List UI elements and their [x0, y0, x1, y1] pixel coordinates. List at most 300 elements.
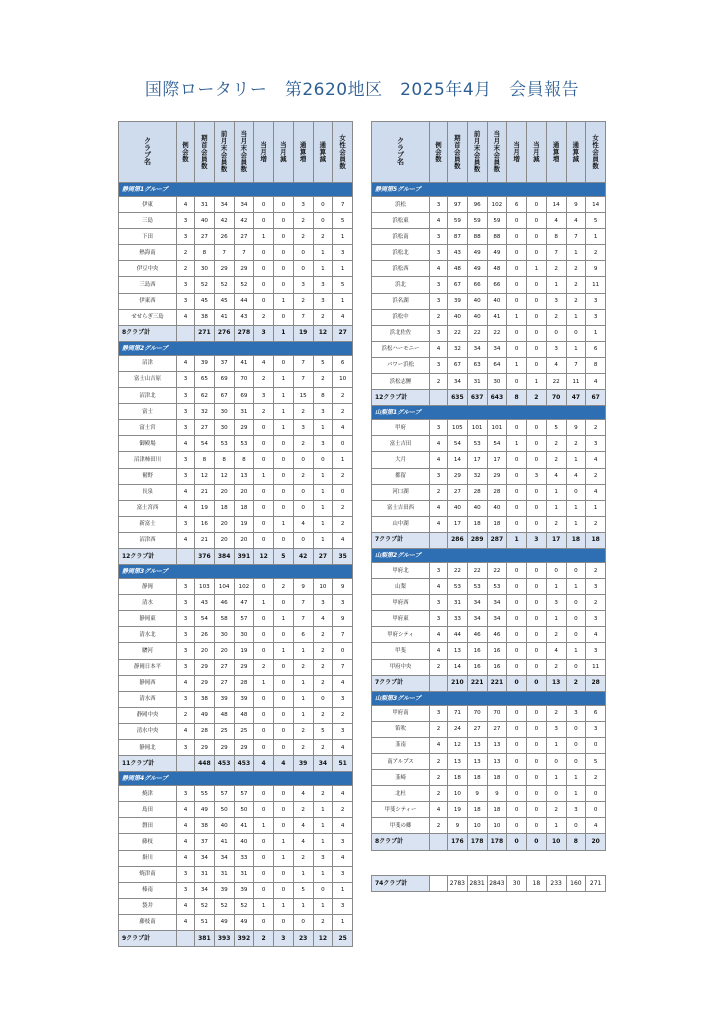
club-value: 52	[214, 898, 234, 914]
club-value: 0	[274, 675, 294, 691]
club-value: 3	[177, 611, 195, 627]
club-name: 三島	[119, 213, 177, 229]
club-value: 20	[214, 643, 234, 659]
club-name: 甲府西	[372, 595, 430, 611]
club-value: 32	[467, 468, 487, 484]
club-value: 0	[527, 595, 547, 611]
club-value: 2	[313, 675, 333, 691]
total-value: 276	[214, 325, 234, 341]
club-value: 2	[177, 261, 195, 277]
club-value: 5	[333, 213, 353, 229]
club-value: 30	[214, 627, 234, 643]
club-value: 1	[293, 898, 313, 914]
club-value: 22	[448, 562, 468, 578]
club-value: 1	[274, 388, 294, 404]
total-value: 42	[293, 548, 313, 564]
club-value: 29	[234, 659, 254, 675]
club-value: 4	[430, 643, 448, 659]
club-value: 27	[487, 721, 507, 737]
club-name: 島田	[119, 802, 177, 818]
club-value: 4	[430, 737, 448, 753]
club-value: 43	[195, 595, 215, 611]
club-name: 山梨	[372, 579, 430, 595]
club-value: 3	[586, 436, 606, 452]
club-value: 1	[274, 834, 294, 850]
club-value: 3	[430, 357, 448, 373]
club-value: 0	[507, 818, 527, 834]
club-value: 0	[507, 562, 527, 578]
club-value: 67	[448, 277, 468, 293]
club-value: 16	[195, 516, 215, 532]
club-value: 0	[566, 611, 586, 627]
club-value: 27	[234, 229, 254, 245]
club-value: 62	[195, 388, 215, 404]
total-value: 643	[487, 390, 507, 406]
club-value: 1	[313, 468, 333, 484]
club-value: 49	[467, 261, 487, 277]
club-value: 41	[214, 309, 234, 325]
club-row	[372, 229, 606, 245]
club-value: 3	[430, 325, 448, 341]
club-value: 1	[546, 611, 566, 627]
club-value: 41	[234, 355, 254, 371]
club-value: 20	[195, 643, 215, 659]
club-value: 45	[214, 293, 234, 309]
total-value: 8	[566, 834, 586, 850]
club-value: 4	[430, 452, 448, 468]
club-name: 浜松中	[372, 309, 430, 325]
total-value: 3	[254, 325, 274, 341]
club-name: 甲府中央	[372, 659, 430, 675]
club-value: 1	[254, 229, 274, 245]
club-value: 0	[527, 579, 547, 595]
club-value: 8	[586, 357, 606, 373]
club-value: 1	[274, 611, 294, 627]
club-value: 1	[527, 261, 547, 277]
grand-total-value: 271	[586, 876, 606, 892]
club-name: 浜松南	[372, 229, 430, 245]
club-row	[372, 213, 606, 229]
club-value: 101	[487, 420, 507, 436]
total-value: 384	[214, 548, 234, 564]
club-value: 49	[195, 802, 215, 818]
total-value: 28	[586, 675, 606, 691]
club-value: 1	[274, 404, 294, 420]
club-value: 1	[546, 277, 566, 293]
club-value: 4	[430, 500, 448, 516]
total-value: 5	[274, 548, 294, 564]
club-value: 0	[293, 261, 313, 277]
club-name: 新富士	[119, 516, 177, 532]
club-row	[119, 261, 353, 277]
club-name: 甲斐シティー	[372, 802, 430, 818]
club-value: 97	[448, 197, 468, 213]
club-value: 5	[313, 355, 333, 371]
club-value: 7	[546, 245, 566, 261]
total-value: 70	[546, 390, 566, 406]
club-value: 2	[586, 420, 606, 436]
total-value: 635	[448, 390, 468, 406]
club-value: 0	[274, 309, 294, 325]
total-value: 4	[274, 756, 294, 772]
club-value: 54	[448, 436, 468, 452]
club-value: 2	[313, 643, 333, 659]
club-value: 54	[487, 436, 507, 452]
club-name: 河口湖	[372, 484, 430, 500]
club-value: 3	[333, 866, 353, 882]
club-value: 1	[313, 245, 333, 261]
club-value: 1	[313, 420, 333, 436]
club-value: 0	[527, 452, 547, 468]
club-value: 1	[333, 293, 353, 309]
club-value: 3	[430, 611, 448, 627]
club-value: 30	[214, 404, 234, 420]
total-value: 381	[195, 931, 215, 947]
club-row	[119, 404, 353, 420]
column-header-label: 女性会員数	[339, 133, 346, 170]
club-value: 2	[430, 659, 448, 675]
club-name: 浜名湖	[372, 293, 430, 309]
club-value: 70	[234, 371, 254, 387]
club-value: 48	[487, 261, 507, 277]
column-header-label: クラブ名	[397, 137, 404, 166]
club-name: 伊東	[119, 197, 177, 213]
club-value: 2	[333, 707, 353, 723]
club-value: 37	[195, 834, 215, 850]
club-value: 6	[293, 627, 313, 643]
club-value: 0	[527, 341, 547, 357]
club-value: 18	[487, 802, 507, 818]
club-value: 51	[195, 914, 215, 930]
club-value: 7	[293, 371, 313, 387]
club-value: 31	[195, 866, 215, 882]
club-value: 63	[467, 357, 487, 373]
club-value: 3	[177, 277, 195, 293]
group-name: 静岡第3グループ	[119, 565, 353, 579]
club-value: 2	[293, 723, 313, 739]
club-value: 16	[487, 643, 507, 659]
club-value: 29	[448, 468, 468, 484]
total-value: 453	[234, 756, 254, 772]
club-value: 30	[214, 420, 234, 436]
club-value: 4	[177, 197, 195, 213]
club-value: 1	[313, 516, 333, 532]
club-value: 59	[487, 213, 507, 229]
club-name: 甲斐	[372, 643, 430, 659]
total-value: 289	[467, 532, 487, 548]
club-name: 掛川	[119, 850, 177, 866]
club-value: 1	[507, 357, 527, 373]
total-value: 221	[487, 675, 507, 691]
club-value: 3	[293, 420, 313, 436]
club-value: 27	[195, 229, 215, 245]
club-name: 笛吹	[372, 721, 430, 737]
club-value: 29	[234, 740, 254, 756]
total-value	[430, 532, 448, 548]
total-value: 8	[507, 390, 527, 406]
total-value: 35	[333, 548, 353, 564]
club-value: 9	[293, 579, 313, 595]
club-value: 49	[467, 245, 487, 261]
total-value: 17	[546, 532, 566, 548]
club-value: 1	[527, 374, 547, 390]
column-header-label: 例会数	[182, 140, 189, 163]
club-value: 2	[566, 293, 586, 309]
club-value: 53	[487, 579, 507, 595]
club-value: 31	[467, 374, 487, 390]
column-header	[448, 122, 468, 183]
club-value: 5	[293, 882, 313, 898]
club-value: 40	[195, 213, 215, 229]
club-name: 浜北	[372, 277, 430, 293]
club-value: 1	[274, 371, 294, 387]
total-value	[177, 325, 195, 341]
club-value: 4	[177, 355, 195, 371]
column-header-label: 当月減	[533, 140, 540, 163]
club-value: 5	[313, 723, 333, 739]
total-value	[430, 675, 448, 691]
total-value: 2	[527, 390, 547, 406]
club-value: 57	[214, 786, 234, 802]
club-value: 3	[177, 579, 195, 595]
club-name: 下田	[119, 229, 177, 245]
club-row	[372, 770, 606, 786]
total-label: 7クラブ計	[372, 532, 430, 548]
club-name: 浜北佐佐	[372, 325, 430, 341]
total-value: 1	[274, 325, 294, 341]
club-name: 浜松東	[372, 213, 430, 229]
club-value: 19	[195, 500, 215, 516]
club-value: 0	[254, 293, 274, 309]
club-row	[372, 436, 606, 452]
grand-total-value: 233	[546, 876, 566, 892]
club-row	[119, 309, 353, 325]
club-row	[119, 659, 353, 675]
club-value: 2	[546, 452, 566, 468]
club-value: 2	[566, 261, 586, 277]
total-value: 0	[527, 834, 547, 850]
club-value: 0	[274, 818, 294, 834]
club-value: 2	[333, 500, 353, 516]
club-value: 39	[214, 882, 234, 898]
total-value	[177, 548, 195, 564]
club-value: 37	[214, 355, 234, 371]
club-value: 18	[467, 516, 487, 532]
club-value: 4	[333, 309, 353, 325]
club-value: 27	[214, 675, 234, 691]
club-value: 5	[586, 213, 606, 229]
group-header-row	[372, 406, 606, 420]
club-row	[372, 705, 606, 721]
club-value: 0	[274, 659, 294, 675]
club-row	[119, 213, 353, 229]
club-value: 1	[566, 500, 586, 516]
club-value: 2	[333, 802, 353, 818]
club-value: 0	[274, 277, 294, 293]
club-row	[119, 436, 353, 452]
total-value: 27	[333, 325, 353, 341]
club-value: 2	[177, 707, 195, 723]
club-name: 磐田	[119, 818, 177, 834]
club-value: 4	[586, 627, 606, 643]
club-row	[119, 468, 353, 484]
column-header-label: 期首会員数	[454, 133, 461, 170]
club-value: 0	[527, 643, 547, 659]
club-name: 清水中央	[119, 723, 177, 739]
club-value: 3	[430, 245, 448, 261]
club-value: 4	[177, 802, 195, 818]
club-value: 53	[467, 436, 487, 452]
column-header-label: 当月末会員数	[240, 130, 248, 173]
club-value: 96	[467, 197, 487, 213]
grand-total-value: 2843	[487, 876, 507, 892]
group-total-row	[119, 756, 353, 772]
grand-total-value: 2783	[448, 876, 468, 892]
club-value: 0	[507, 341, 527, 357]
grand-total-value: 18	[527, 876, 547, 892]
club-value: 0	[527, 500, 547, 516]
club-value: 3	[177, 229, 195, 245]
total-value: 453	[214, 756, 234, 772]
total-value: 637	[467, 390, 487, 406]
group-total-row	[119, 548, 353, 564]
club-name: 甲斐の郷	[372, 818, 430, 834]
club-value: 0	[254, 420, 274, 436]
grand-total-value: 2831	[467, 876, 487, 892]
column-header	[467, 122, 487, 183]
club-value: 2	[254, 371, 274, 387]
club-value: 4	[430, 627, 448, 643]
membership-table-left	[118, 121, 353, 947]
club-value: 34	[448, 374, 468, 390]
club-value: 0	[254, 579, 274, 595]
club-value: 105	[448, 420, 468, 436]
club-value: 2	[430, 754, 448, 770]
club-value: 24	[448, 721, 468, 737]
club-value: 2	[430, 484, 448, 500]
club-value: 2	[430, 309, 448, 325]
column-header-label: 当月末会員数	[493, 130, 501, 173]
club-name: パワー浜松	[372, 357, 430, 373]
club-value: 28	[467, 484, 487, 500]
club-row	[372, 309, 606, 325]
club-value: 39	[234, 691, 254, 707]
group-header-row	[119, 183, 353, 197]
club-name: 富士宮西	[119, 500, 177, 516]
club-value: 4	[546, 357, 566, 373]
club-value: 3	[177, 643, 195, 659]
club-row	[372, 627, 606, 643]
club-value: 43	[234, 309, 254, 325]
column-header	[430, 122, 448, 183]
club-value: 2	[546, 659, 566, 675]
club-value: 1	[313, 834, 333, 850]
club-value: 0	[507, 420, 527, 436]
group-header-row	[119, 341, 353, 355]
club-value: 54	[195, 436, 215, 452]
total-value: 391	[234, 548, 254, 564]
group-name: 山梨第1グループ	[372, 406, 606, 420]
club-value: 48	[448, 261, 468, 277]
club-value: 2	[254, 404, 274, 420]
total-value: 210	[448, 675, 468, 691]
club-value: 0	[274, 691, 294, 707]
club-value: 2	[430, 374, 448, 390]
club-value: 41	[234, 818, 254, 834]
club-value: 0	[254, 500, 274, 516]
club-value: 7	[333, 659, 353, 675]
club-value: 1	[507, 436, 527, 452]
club-value: 3	[333, 834, 353, 850]
club-row	[119, 786, 353, 802]
club-row	[372, 261, 606, 277]
club-value: 20	[214, 484, 234, 500]
club-value: 3	[430, 562, 448, 578]
club-row	[119, 388, 353, 404]
total-value: 2	[566, 675, 586, 691]
club-row	[119, 579, 353, 595]
column-header-label: 当月増	[513, 140, 520, 163]
club-value: 0	[527, 818, 547, 834]
club-value: 0	[313, 213, 333, 229]
club-value: 5	[586, 754, 606, 770]
total-label: 12クラブ計	[119, 548, 177, 564]
club-value: 3	[177, 516, 195, 532]
club-row	[119, 740, 353, 756]
club-value: 3	[586, 721, 606, 737]
club-value: 67	[214, 388, 234, 404]
club-value: 34	[467, 611, 487, 627]
club-value: 3	[177, 740, 195, 756]
club-value: 0	[566, 595, 586, 611]
club-value: 4	[293, 516, 313, 532]
club-value: 0	[254, 452, 274, 468]
column-header	[546, 122, 566, 183]
total-value: 23	[293, 931, 313, 947]
club-value: 3	[527, 468, 547, 484]
club-value: 4	[254, 355, 274, 371]
club-value: 27	[467, 721, 487, 737]
column-header	[333, 122, 353, 183]
club-value: 0	[274, 355, 294, 371]
club-name: 清水	[119, 595, 177, 611]
club-value: 70	[487, 705, 507, 721]
club-value: 53	[214, 436, 234, 452]
club-value: 0	[527, 245, 547, 261]
grand-total-label: 74クラブ計	[372, 876, 430, 892]
total-value: 376	[195, 548, 215, 564]
club-value: 32	[448, 341, 468, 357]
club-value: 53	[467, 579, 487, 595]
club-value: 1	[333, 261, 353, 277]
club-value: 3	[546, 595, 566, 611]
club-row	[372, 754, 606, 770]
club-value: 0	[546, 786, 566, 802]
column-header	[372, 122, 430, 183]
club-value: 7	[293, 355, 313, 371]
club-value: 0	[527, 213, 547, 229]
column-header	[274, 122, 294, 183]
club-value: 29	[487, 468, 507, 484]
page-title: 国際ロータリー 第2620地区 2025年4月 会員報告	[144, 80, 580, 100]
club-value: 69	[234, 388, 254, 404]
club-value: 7	[333, 197, 353, 213]
club-value: 3	[333, 691, 353, 707]
club-value: 0	[546, 754, 566, 770]
club-value: 40	[487, 293, 507, 309]
club-value: 0	[527, 562, 547, 578]
club-value: 3	[333, 898, 353, 914]
